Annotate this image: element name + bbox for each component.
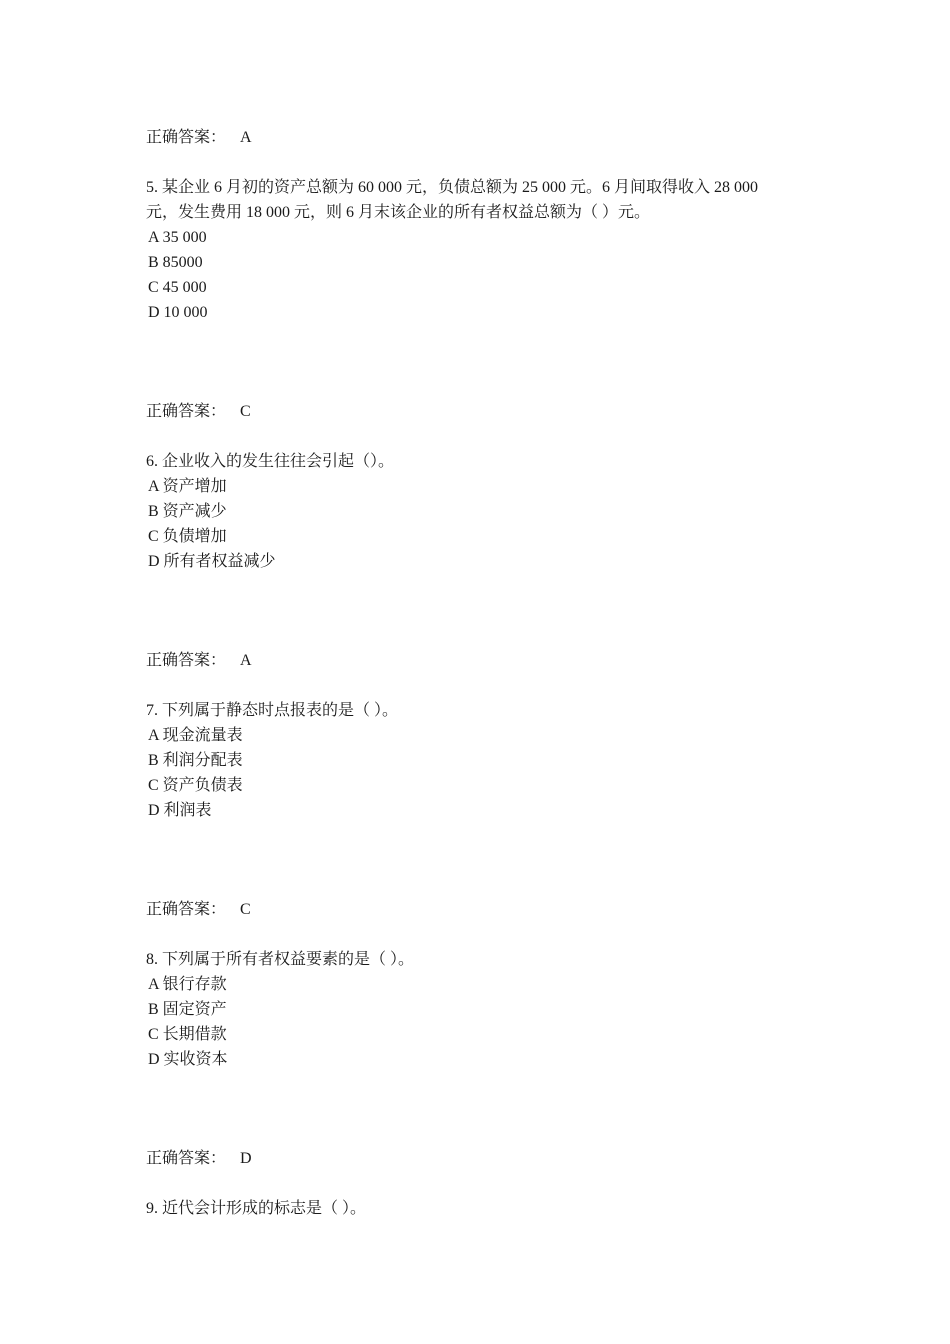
answer-label: 正确答案： <box>146 403 227 420</box>
question-6-option-d: D 所有者权益减少 <box>148 553 276 570</box>
answer-value: C <box>240 901 251 918</box>
question-7-option-b: B 利润分配表 <box>148 752 243 769</box>
answer-value: A <box>240 652 252 669</box>
answer-label: 正确答案： <box>146 901 227 918</box>
question-8-option-a: A 银行存款 <box>148 976 227 993</box>
answer-label: 正确答案： <box>146 129 227 146</box>
question-5-option-c: C 45 000 <box>148 279 207 296</box>
question-6-text: 6. 企业收入的发生往往会引起（）。 <box>146 453 395 470</box>
correct-answer-row <box>146 900 251 920</box>
question-8-text: 8. 下列属于所有者权益要素的是（ ）。 <box>146 951 415 968</box>
question-8-option-b: B 固定资产 <box>148 1001 227 1018</box>
correct-answer-row <box>146 128 252 148</box>
correct-answer-row <box>146 402 251 422</box>
question-9-text: 9. 近代会计形成的标志是（ ）。 <box>146 1200 367 1217</box>
question-7-option-a: A 现金流量表 <box>148 727 243 744</box>
correct-answer-row <box>146 1149 252 1169</box>
question-8-option-d: D 实收资本 <box>148 1051 228 1068</box>
answer-value: A <box>240 129 252 146</box>
answer-label: 正确答案： <box>146 1150 227 1167</box>
question-5-option-d: D 10 000 <box>148 304 208 321</box>
answer-value: D <box>240 1150 252 1167</box>
question-7-option-d: D 利润表 <box>148 802 212 819</box>
question-6-option-c: C 负债增加 <box>148 528 227 545</box>
answer-value: C <box>240 403 251 420</box>
question-5-text-line-2: 元，发生费用 18 000 元，则 6 月末该企业的所有者权益总额为（ ）元。 <box>146 204 651 221</box>
answer-label: 正确答案： <box>146 652 227 669</box>
question-5-option-a: A 35 000 <box>148 229 207 246</box>
question-8-option-c: C 长期借款 <box>148 1026 227 1043</box>
question-5-text-line-1: 5. 某企业 6 月初的资产总额为 60 000 元，负债总额为 25 000 元。6 月间取得收入 28 000 <box>146 179 759 196</box>
question-6-option-a: A 资产增加 <box>148 478 227 495</box>
correct-answer-row <box>146 651 252 671</box>
question-7-option-c: C 资产负债表 <box>148 777 243 794</box>
question-7-text: 7. 下列属于静态时点报表的是（ ）。 <box>146 702 399 719</box>
question-6-option-b: B 资产减少 <box>148 503 227 520</box>
question-5-option-b: B 85000 <box>148 254 203 271</box>
